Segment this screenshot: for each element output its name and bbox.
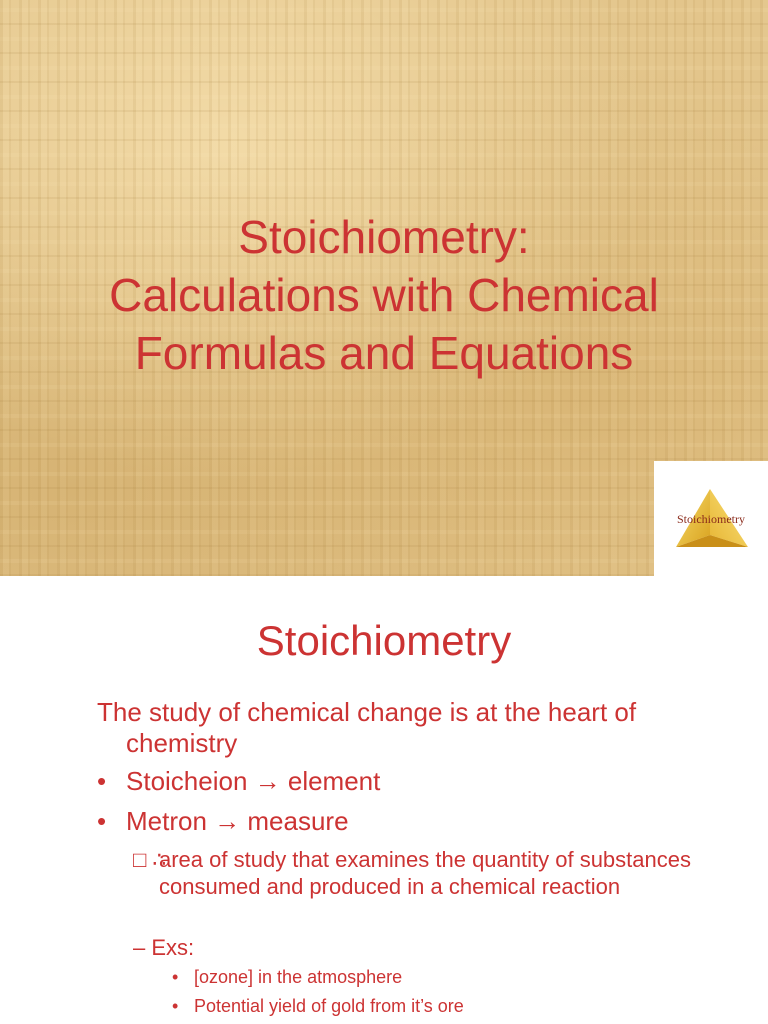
bullet-marker: • [97,766,107,796]
bullet-text: Metron → measure [126,806,349,836]
stoichiometry-logo [654,461,768,576]
sub-bullet [133,846,693,900]
title-line-3: Formulas and Equations [134,327,634,379]
therefore-symbol: □ ∴ [133,847,167,872]
examples-heading: – Exs: [133,935,195,960]
title-line-2: Calculations with Chemical [109,269,659,321]
example-item [172,965,402,989]
slide-title [0,208,768,382]
logo-label: Stoichiometry [677,512,745,526]
bullet-marker: • [172,996,179,1016]
example-text: [ozone] in the atmosphere [194,967,403,987]
bullet-text: Stoicheion → element [126,766,381,796]
title-line-1: Stoichiometry: [238,211,530,263]
content-slide [0,576,768,1024]
sub-bullet-text: area of study that examines the quantity of substances consumed and produced in a chemical reaction [159,847,691,899]
bullet-marker: • [97,806,107,836]
bullet-item [97,806,349,837]
example-item [172,994,464,1018]
bullet-item [97,766,380,797]
intro-paragraph: The study of chemical change is at the heart of chemistry [97,697,637,758]
example-text: Potential yield of gold from it’s ore [194,996,464,1016]
content-title: Stoichiometry [256,617,512,664]
bullet-marker: • [172,967,179,987]
